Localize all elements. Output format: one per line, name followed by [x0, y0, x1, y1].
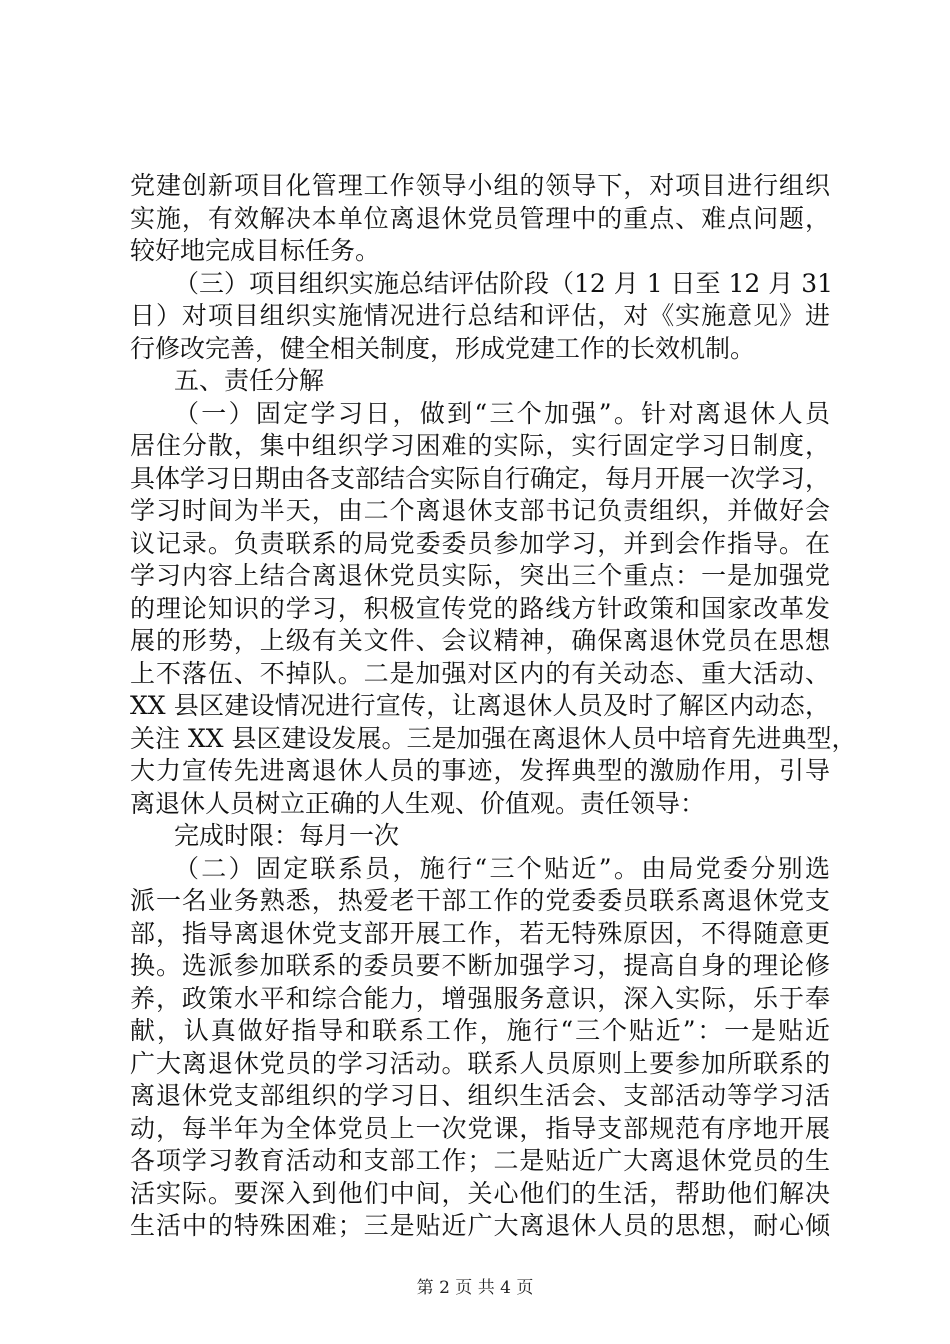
text-line: 动，每半年为全体党员上一次党课，指导支部规范有序地开展	[130, 1113, 830, 1143]
text-line: 党建创新项目化管理工作领导小组的领导下，对项目进行组织	[130, 171, 830, 200]
text-line: 上不落伍、不掉队。二是加强对区内的有关动态、重大活动、	[130, 658, 830, 688]
text-line: XX 县区建设情况进行宣传，让离退休人员及时了解区内动态，	[130, 691, 830, 720]
text-line: 议记录。负责联系的局党委委员参加学习，并到会作指导。在	[130, 528, 830, 558]
text-line: 换。选派参加联系的委员要不断加强学习，提高自身的理论修	[130, 951, 830, 980]
document-body	[130, 170, 857, 1243]
text-line: 离退休人员树立正确的人生观、价值观。责任领导：	[130, 788, 706, 818]
text-line: 具体学习日期由各支部结合实际自行确定，每月开展一次学习，	[130, 463, 831, 493]
text-line: 行修改完善，健全相关制度，形成党建工作的长效机制。	[130, 333, 756, 363]
text-line: 派一名业务熟悉，热爱老干部工作的党委委员联系离退休党支	[130, 886, 830, 915]
text-line: 广大离退休党员的学习活动。联系人员原则上要参加所联系的	[130, 1048, 830, 1078]
text-line: 日）对项目组织实施情况进行总结和评估，对《实施意见》进	[130, 301, 830, 330]
text-line: （二）固定联系员，施行“三个贴近”。由局党委分别选	[174, 853, 830, 883]
text-line: 学习内容上结合离退休党员实际，突出三个重点：一是加强党	[130, 561, 830, 590]
page-number: 第 2 页 共 4 页	[416, 1278, 534, 1298]
text-line: 实施，有效解决本单位离退休党员管理中的重点、难点问题，	[130, 203, 830, 233]
text-line: 完成时限：每月一次	[174, 821, 400, 850]
text-line: 关注 XX 县区建设发展。三是加强在离退休人员中培育先进典型，	[130, 723, 857, 753]
text-line: 部，指导离退休党支部开展工作，若无特殊原因，不得随意更	[130, 918, 830, 948]
text-line: 离退休党支部组织的学习日、组织生活会、支部活动等学习活	[130, 1081, 830, 1110]
text-line: 献，认真做好指导和联系工作，施行“三个贴近”：一是贴近	[130, 1016, 830, 1045]
text-line: 生活中的特殊困难；三是贴近广大离退休人员的思想，耐心倾	[130, 1211, 830, 1240]
text-line: （一）固定学习日，做到“三个加强”。针对离退休人员	[174, 398, 830, 428]
text-line: 各项学习教育活动和支部工作；二是贴近广大离退休党员的生	[130, 1146, 830, 1175]
text-line: 活实际。要深入到他们中间，关心他们的生活，帮助他们解决	[130, 1178, 830, 1208]
text-line: 五、责任分解	[174, 366, 325, 395]
text-line: 养，政策水平和综合能力，增强服务意识，深入实际，乐于奉	[130, 983, 830, 1013]
text-line: （三）项目组织实施总结评估阶段（12 月 1 日至 12 月 31	[174, 268, 834, 298]
text-line: 学习时间为半天，由二个离退休支部书记负责组织，并做好会	[130, 496, 830, 525]
text-line: 的理论知识的学习，积极宣传党的路线方针政策和国家改革发	[130, 593, 830, 623]
text-line: 大力宣传先进离退休人员的事迹，发挥典型的激励作用，引导	[130, 756, 830, 785]
text-line: 较好地完成目标任务。	[130, 236, 381, 265]
text-line: 居住分散，集中组织学习困难的实际，实行固定学习日制度，	[130, 431, 830, 460]
text-line: 展的形势，上级有关文件、会议精神，确保离退休党员在思想	[130, 626, 830, 655]
page-footer	[0, 1278, 950, 1298]
